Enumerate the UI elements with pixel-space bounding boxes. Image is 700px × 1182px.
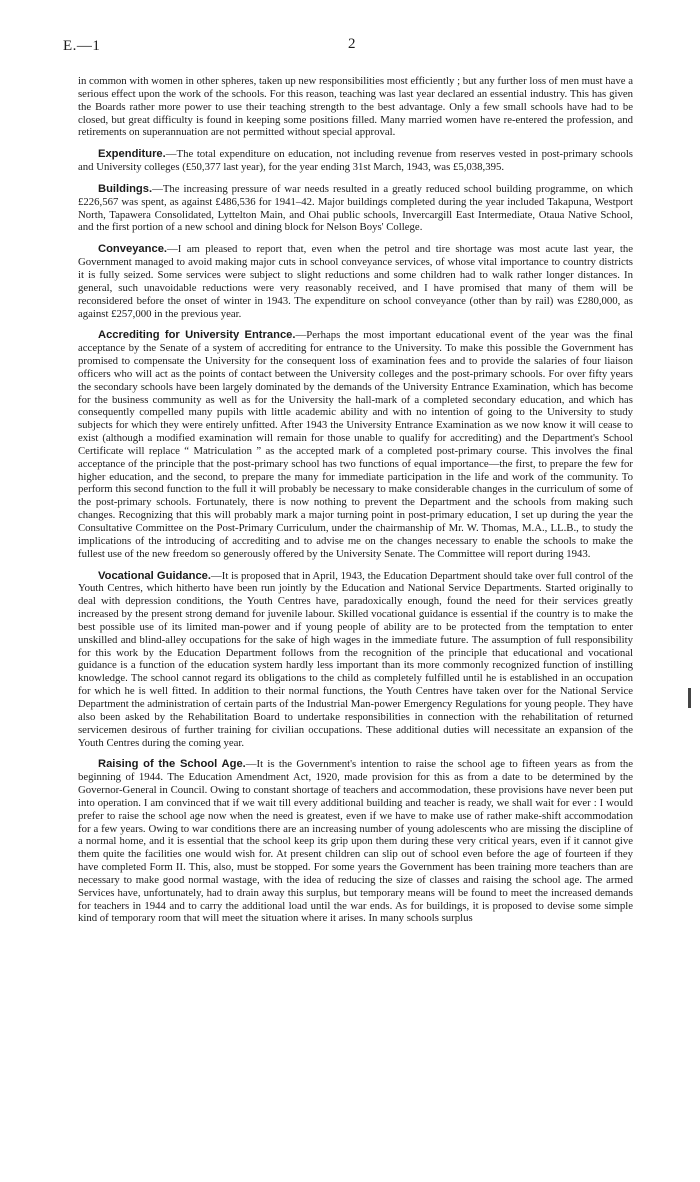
paragraph-buildings (78, 183, 633, 234)
paragraph-text: —It is proposed that in April, 1943, the Education Department should take over full control of the Youth Centres, which hitherto have been run jointly by the Education and National Service Departments. Started originally to deal with depression conditions, the Youth Centres have, paradoxically enough, found the need for their services greatly increased by the present strong demand for juvenile labour. Skilled vocational guidance is essential if the country is to make the best possible use of its limited man-power and if young people of ability are to be protected from the temptation to enter unskilled and blind-alley occupations for the sake of high wages in the immediate future. The assumption of full responsibility for this work by the Education Department follows from the recognition of the principle that educational and vocational guidance is a function of the education system hardly less important than its more commonly recognized function of instilling knowledge. The school cannot regard its obligations to the child as completely fulfilled until he is established in an occupation for which he is well fitted. In addition to their normal functions, the Youth Centres have taken over for the National Service Department the administration of certain parts of the Industrial Man-power Emergency Regulations for young people. They have also been asked by the Rehabilitation Board to undertake responsibilities in connection with the rehabilitation of returned servicemen desirous of further training for civilian occupations. These additional duties will necessitate an expansion of the Youth Centres during the coming year. (78, 569, 633, 749)
paragraph-accrediting (78, 329, 633, 560)
report-code: E.—1 (63, 38, 101, 54)
page-number: 2 (348, 36, 356, 52)
section-heading: Raising of the School Age. (98, 758, 246, 771)
section-heading: Expenditure. (98, 148, 166, 161)
section-heading: Conveyance. (98, 243, 168, 256)
paragraph-text: —I am pleased to report that, even when the petrol and tire shortage was most acute last year, the Government managed to avoid making major cuts in school conveyance services, of whose vital importance to country districts it is fully seized. Some services were subject to slight reductions and some children had to walk rather longer distances. In general, such unavoidable reductions were very reasonably received, and I have promised that many of them will be reconsidered before the onset of winter in 1943. The expenditure on school conveyance (other than by rail) was £280,000, as against £257,000 in the previous year. (78, 243, 633, 320)
paragraph-text: —Perhaps the most important educational event of the year was the final acceptance by the Senate of a system of accrediting for entrance to the University. To make this possible the Government has promised to compensate the University for the consequent loss of examination fees and to provide the salaries of four liaison officers who will act as the points of contact between the University colleges and the post-primary schools. For over fifty years the secondary schools have been largely dominated by the demands of the University Entrance Examination, which has become for the business community as well as for the University the hall-mark of a completed secondary education, and which has consequently compelled many pupils with little academic ability and with no intention of going to the University to study subjects for which they were entirely unfitted. After 1943 the University Entrance Examination as we now know it will cease to exist (although a modified examination will remain for those unable to qualify for accrediting) and the Department's School Certificate will replace “ Matriculation ” as the accepted mark of a completed post-primary course. This involves the final acceptance of the principle that the post-primary school has two functions of equal importance—the first, to prepare the few for higher education, and the second, to prepare the many for immediate participation in the life and work of the community. To perform this second function to the full it will probably be necessary to make considerable changes in the curriculum of some of the post-primary schools. Fortunately, there is now nothing to prevent the Department and the schools from making such changes. Recognizing that this will probably mark a major turning point in post-primary education, I set up during the year the Consultative Committee on the Post-Primary Curriculum, under the chairmanship of Mr. W. Thomas, M.A., LL.B., to study the implications of the introducing of accrediting and to advise me on the changes necessary to enable the schools to make the fullest use of the new freedom so generously offered by the University Senate. The Committee will report during 1943. (78, 329, 633, 560)
paragraph-text: —The total expenditure on education, not including revenue from reserves vested in post-primary schools and University colleges (£50,377 last year), for the year ending 31st March, 1943, was £5,038,395. (78, 148, 633, 174)
paragraph-vocational-guidance (78, 570, 633, 750)
scan-mark (688, 688, 691, 708)
section-heading: Accrediting for University Entrance. (98, 329, 296, 342)
paragraph-school-age (78, 758, 633, 925)
body-text (78, 75, 633, 934)
paragraph-conveyance (78, 243, 633, 320)
section-heading: Buildings. (98, 182, 153, 195)
paragraph-text: —It is the Government's intention to raise the school age to fifteen years as from the beginning of 1944. The Education Amendment Act, 1920, made provision for this as from a date to be determined by the Governor-General in Council. Owing to constant shortage of teachers and accommodation, these provisions have never been put into operation. I am convinced that if we wait till every additional building and teacher is ready, we shall wait for ever : I would prefer to raise the school age now when the need is greatest, even if we have to make use of rather make-shift accommodation for a few years. Owing to war conditions there are an increasing number of young adolescents who are missing the discipline of a normal home, and it is essential that the school keep its grip upon them during these very critical years, even if it cannot give them quite the facilities one would wish for. At present children can slip out of school even before the age of fourteen if they have completed Form II. This, also, must be stopped. For some years the Government has been training more teachers than are necessary to make good normal wastage, with the idea of reducing the size of classes and raising the school age. The armed Services have, unfortunately, had to drain away this surplus, but temporary means will be found to meet the increased demands for teachers in 1944 and to carry the additional load until the war ends. As for buildings, it is proposed to devise some simple kind of temporary room that will meet the situation where it arises. In many schools surplus (78, 758, 633, 925)
paragraph-intro (78, 75, 633, 139)
paragraph-text: —The increasing pressure of war needs resulted in a greatly reduced school building programme, on which £226,567 was spent, as against £486,536 for 1941–42. Major buildings completed during the year included Takapuna, Westport North, Tapawera Consolidated, Lyttelton Main, and Ohai public schools, Invercargill East Intermediate, Otaua Native School, and the first portion of a new school and dining block for Nelson Boys' College. (78, 182, 633, 234)
paragraph-expenditure (78, 148, 633, 174)
section-heading: Vocational Guidance. (98, 569, 211, 582)
paragraph-text: in common with women in other spheres, taken up new responsibilities most efficiently ; but any further loss of men must have a serious effect upon the work of the schools. For this reason, teaching was last year declared an essential industry. This has given the Boards rather more power to use their teaching strength to the best advantage. Only a few small schools have had to be closed, but great difficulty is found in keeping some positions filled. Many married women have re-entered the profession, and retirements on superannuation are not permitted without special approval. (78, 75, 633, 139)
